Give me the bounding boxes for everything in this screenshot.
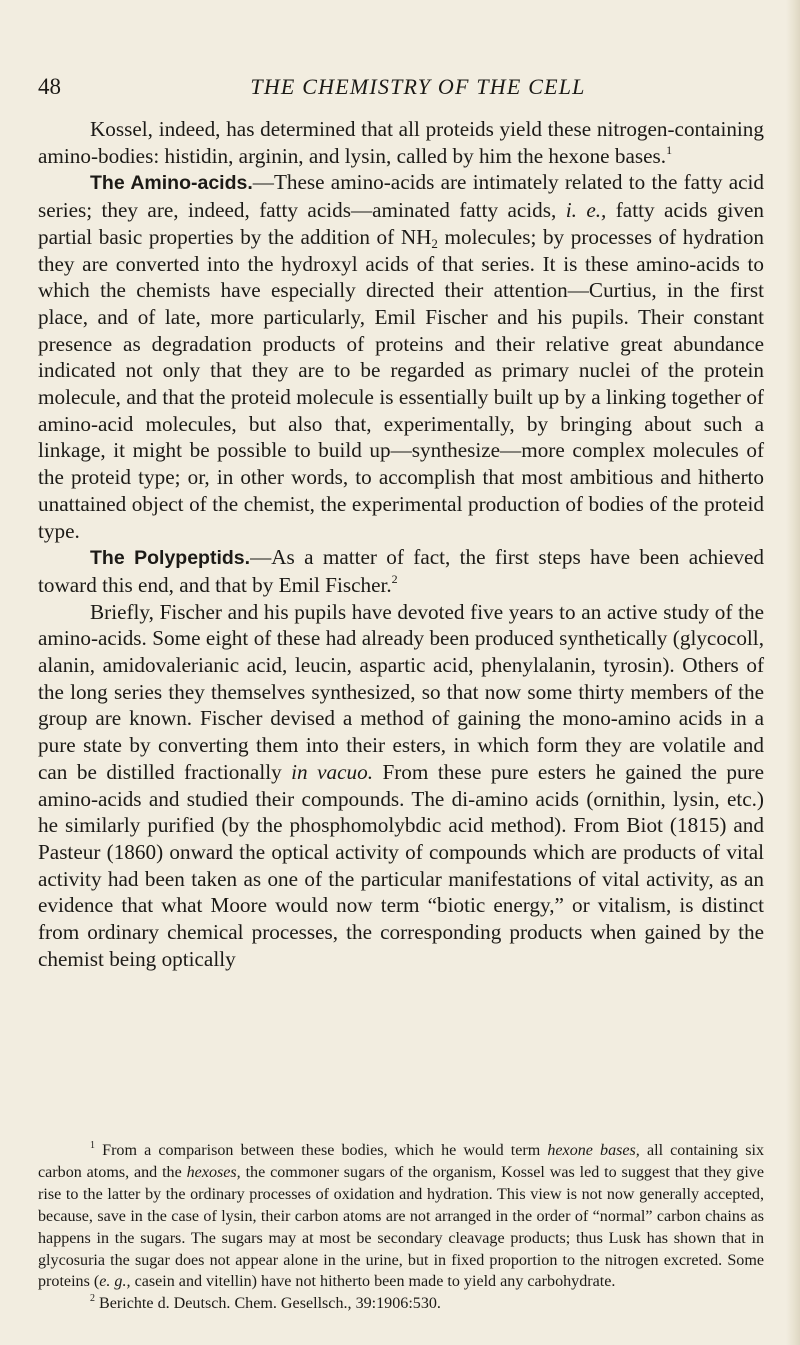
footnotes	[38, 1140, 764, 1315]
page-header	[38, 74, 758, 104]
section-heading-polypeptids: The Polypeptids.	[90, 547, 251, 570]
nh2-subscript: 2	[431, 235, 438, 251]
paragraph-fischer-study: Briefly, Fischer and his pupils have devoted five years to an active study of the amino-acids. Some eight of these had already been produced synthetically (glycocoll, alanin, amidovalerianic acid, leucin, aspartic acid, phenylalanin, tyrosin). Others of the long series they themselves synthesized, so that now some thirty members of the group are known. Fischer devised a method of gaining the mono-amino acids in a pure state by converting them into their esters, in which form they are volatile and can be distilled fractionally in vacuo. From these pure esters he gained the pure amino-acids and studied their compounds. The di-amino acids (ornithin, lysin, etc.) he similarly purified (by the phosphomolybdic acid method). From Biot (1815) and Pasteur (1860) onward the optical activity of compounds which are products of vital activity had been taken as one of the particular manifestations of vital activity, as an evidence that what Moore would now term “biotic energy,” or vitalism, is distinct from ordinary chemical processes, the corresponding products when gained by the chemist being optically	[38, 599, 765, 971]
paragraph-amino-acids: The Amino-acids.—These amino-acids are intimately related to the fatty acid series; they are, indeed, fatty acids—aminated fatty acids, i. e., fatty acids given partial basic properties by the addition of $NH_2$ molecules; by processes of hydration they are converted into the hydroxyl acids of that series. It is these amino-acids to which the chemists have especially directed their attention—Curtius, in the first place, and of late, more particularly, Emil Fischer and his pupils. Their constant presence as degradation products of proteins and their relative great abundance indicated not only that they are to be regarded as primary nuclei of the protein molecule, and that the proteid molecule is essentially built up by a linking together of amino-acid molecules, but also that, experimentally, by bringing about such a linkage, it might be possible to build up—synthesize—more complex molecules of the proteid type; or, in other words, to accomplish that most ambitious and hitherto unattained object of the chemist, the experimental production of bodies of the proteid type.	[38, 170, 765, 543]
running-head: THE CHEMISTRY OF THE CELL	[250, 74, 586, 99]
page-edge-shadow	[786, 0, 800, 1345]
footnote-ref-2: 2	[391, 571, 398, 586]
body-text	[38, 116, 764, 973]
paragraph-kossel: Kossel, indeed, has determined that all proteids yield these nitrogen-containing amino-bodies: histidin, arginin, and lysin, called by him the hexone bases.$^1$	[38, 117, 764, 168]
section-heading-amino-acids: The Amino-acids.	[90, 172, 253, 195]
footnote-ref-1: 1	[666, 142, 673, 157]
footnote-2: $^2$ Berichte d. Deutsch. Chem. Gesellsch., 39:1906:530.	[90, 1293, 441, 1313]
footnote-1: $^1$ From a comparison between these bodies, which he would term hexone bases, all containing six carbon atoms, and the hexoses, the commoner sugars of the organism, Kossel was led to suggest that they give rise to the latter by the ordinary processes of oxidation and hydration. This view is not now generally accepted, because, save in the case of lysin, their carbon atoms are not arranged in the order of “normal” carbon chains as happens in the sugars. The sugars may at most be secondary cleavage products; thus Lusk has shown that in glycosuria the sugar does not appear alone in the urine, but in fixed proportion to the nitrogen excreted. Some proteins (e. g., casein and vitellin) have not hitherto been made to yield any carbohydrate.	[38, 1140, 764, 1291]
page-number: 48	[38, 74, 61, 99]
paragraph-polypeptids: The Polypeptids.—As a matter of fact, the first steps have been achieved toward this end, and that by Emil Fischer.$^2$	[38, 545, 764, 597]
